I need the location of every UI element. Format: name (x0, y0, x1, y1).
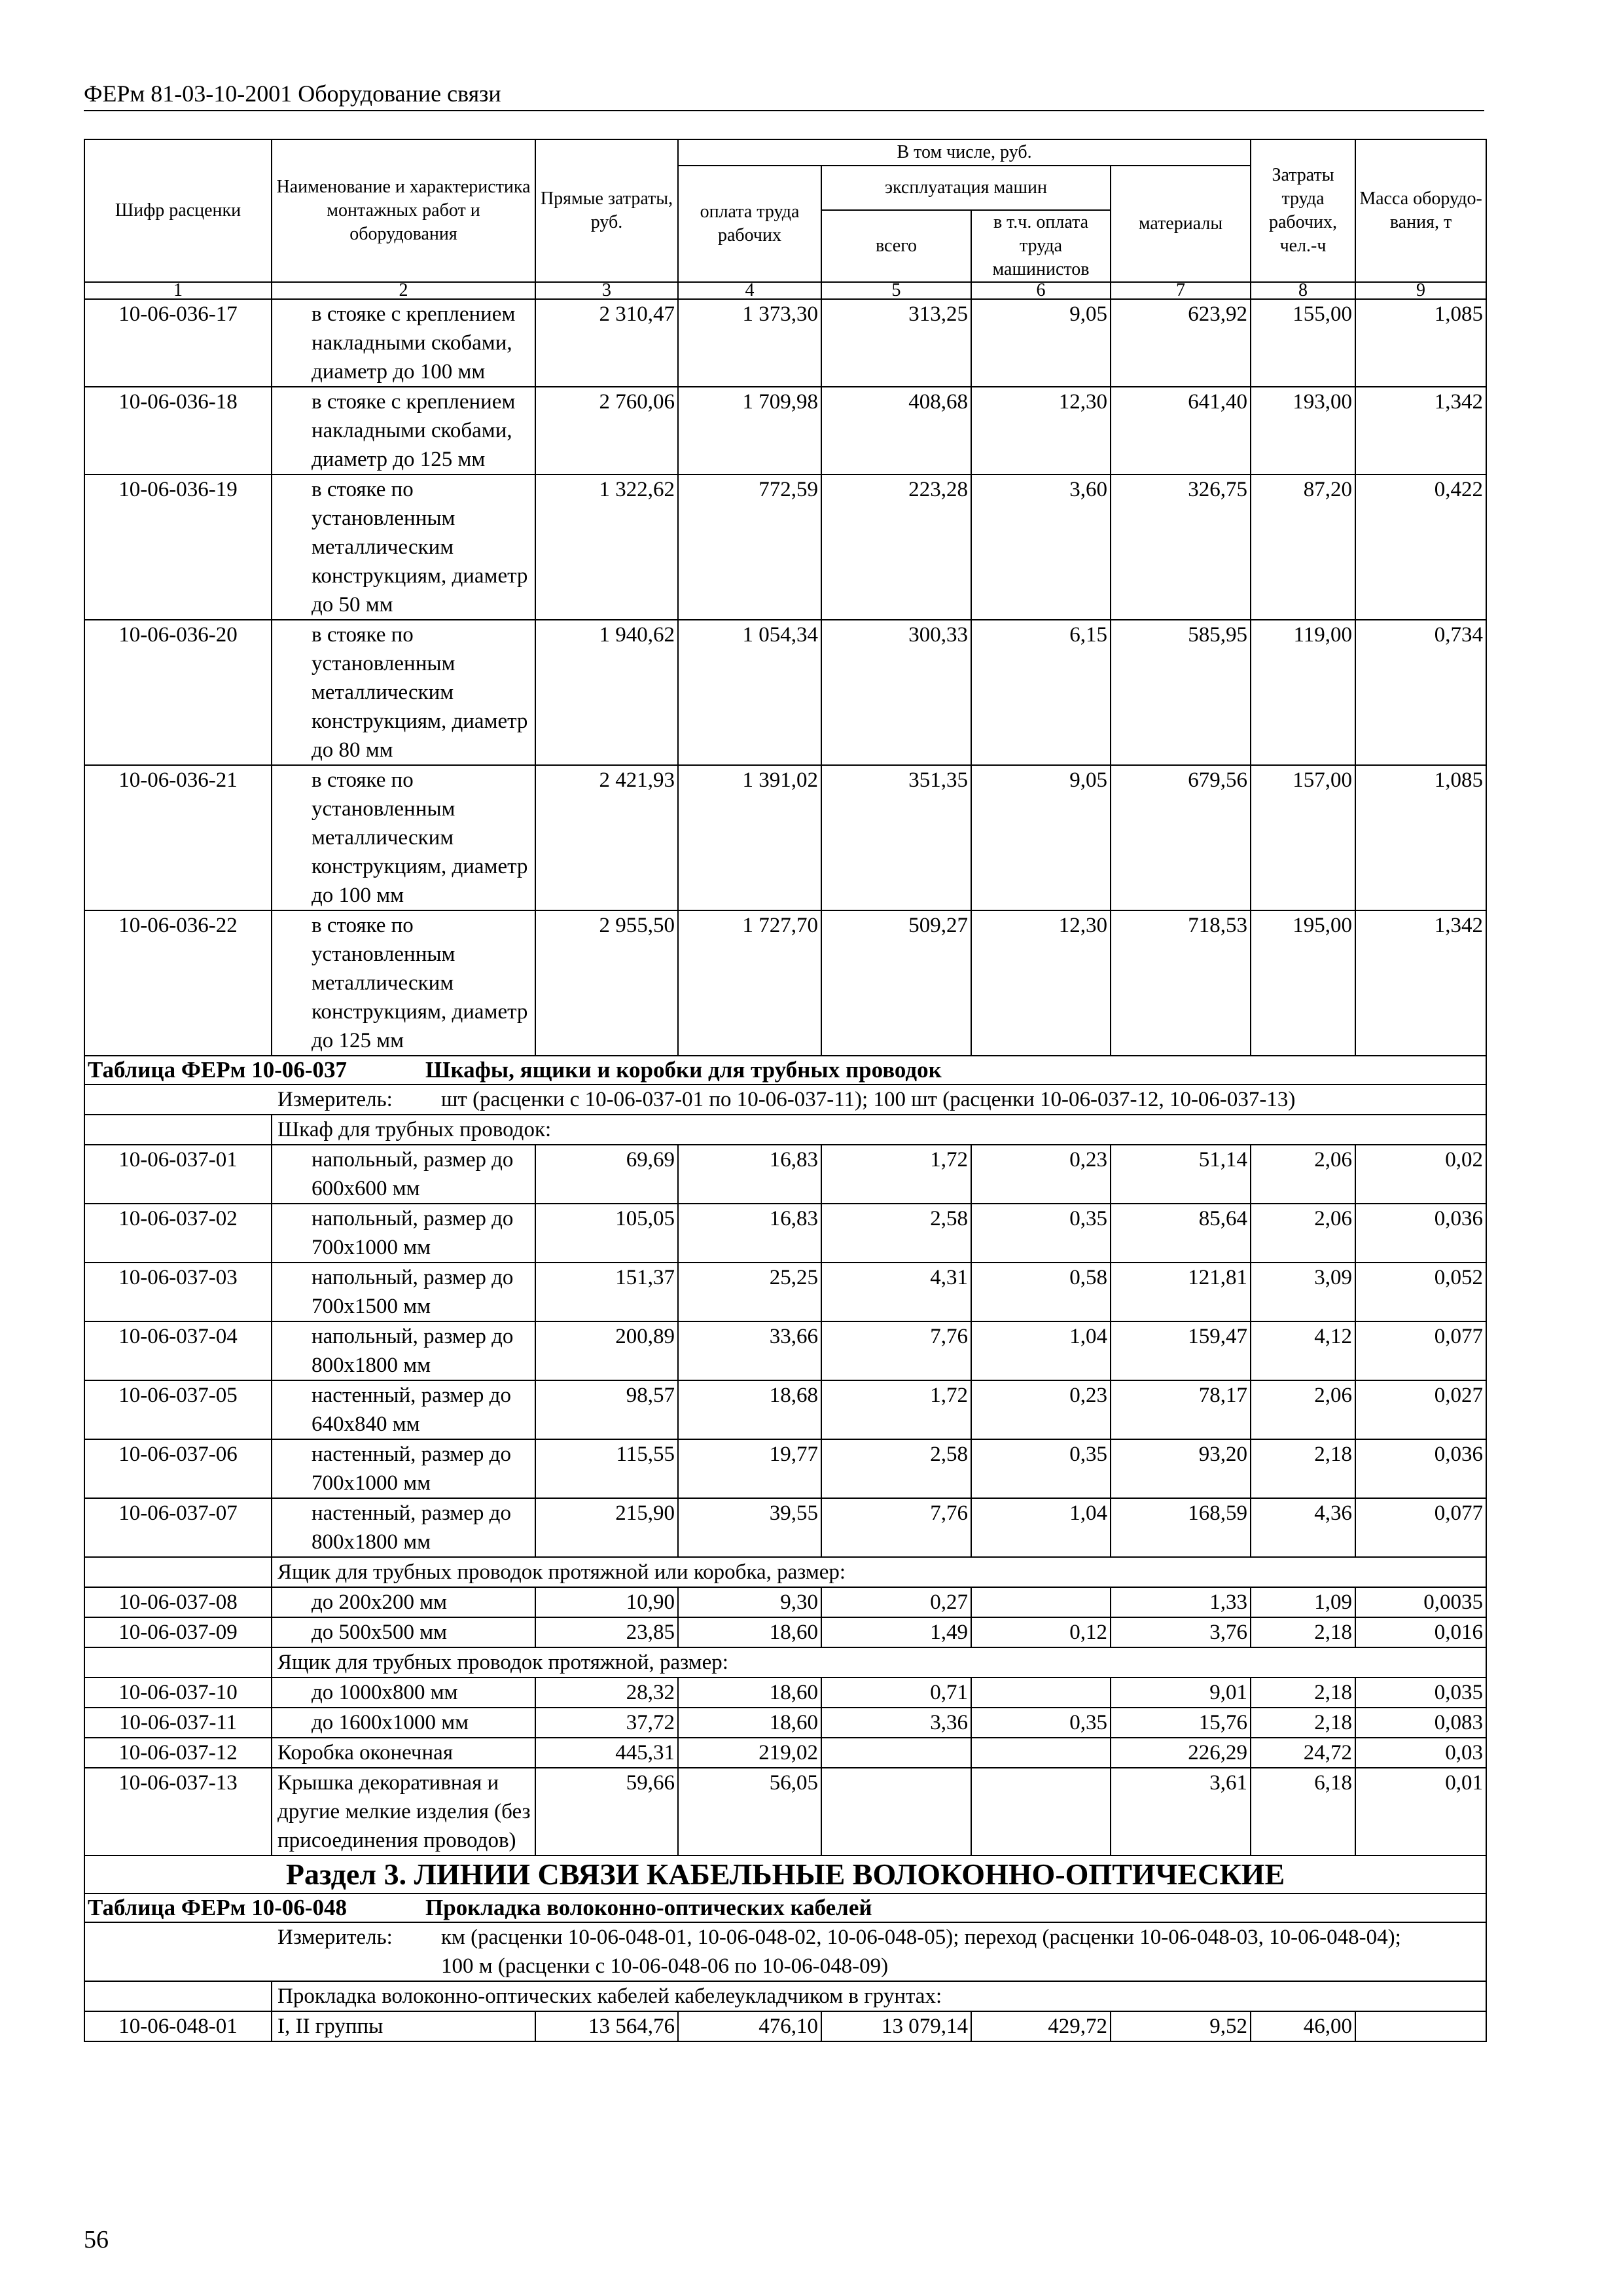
materials-cost: 3,76 (1111, 1617, 1251, 1647)
machinist-wages: 0,35 (971, 1439, 1111, 1498)
work-name: до 200x200 мм (272, 1587, 535, 1617)
table-037-measure (84, 1085, 1486, 1115)
work-name: в стояке по установленным металлическим конструкциям, диаметр до 125 мм (272, 910, 535, 1056)
rate-code: 10-06-036-21 (84, 765, 272, 910)
materials-cost: 623,92 (1111, 299, 1251, 387)
labor-hours: 4,12 (1251, 1321, 1355, 1380)
col-header-materials: материалы (1111, 166, 1251, 282)
machine-costs: 13 079,14 (821, 2011, 971, 2041)
machinist-wages (971, 1587, 1111, 1617)
materials-cost: 9,52 (1111, 2011, 1251, 2041)
rate-code: 10-06-037-05 (84, 1380, 272, 1439)
subheading: Прокладка волоконно-оптических кабелей кабелеукладчиком в грунтах: (272, 1981, 1486, 2011)
labor-hours: 155,00 (1251, 299, 1355, 387)
table-row (84, 620, 1486, 765)
direct-costs: 13 564,76 (535, 2011, 678, 2041)
table-row (84, 2011, 1486, 2041)
machinist-wages: 9,05 (971, 299, 1111, 387)
table-row (84, 1498, 1486, 1557)
machine-costs: 313,25 (821, 299, 971, 387)
direct-costs: 2 760,06 (535, 387, 678, 475)
work-name: напольный, размер до 800x1800 мм (272, 1321, 535, 1380)
equipment-mass: 0,422 (1355, 475, 1486, 620)
table-048-name: Прокладка волоконно-оптических кабелей (425, 1895, 872, 1920)
page-number: 56 (84, 2226, 109, 2253)
col-header-wages: оплата труда рабочих (678, 166, 821, 282)
work-name: до 1000x800 мм (272, 1677, 535, 1708)
col-header-code: Шифр расценки (84, 139, 272, 282)
table-row (84, 1380, 1486, 1439)
equipment-mass: 0,077 (1355, 1321, 1486, 1380)
machinist-wages: 0,12 (971, 1617, 1111, 1647)
col-header-machinist-wages: в т.ч. оплата труда машинистов (971, 210, 1111, 282)
machine-costs: 1,72 (821, 1145, 971, 1204)
table-048-heading (84, 1893, 1486, 1922)
direct-costs: 2 310,47 (535, 299, 678, 387)
col-header-machines: эксплуатация машин (821, 166, 1111, 210)
equipment-mass: 0,052 (1355, 1263, 1486, 1321)
rate-code: 10-06-037-02 (84, 1204, 272, 1263)
labor-hours: 46,00 (1251, 2011, 1355, 2041)
materials-cost: 121,81 (1111, 1263, 1251, 1321)
machinist-wages: 6,15 (971, 620, 1111, 765)
materials-cost: 159,47 (1111, 1321, 1251, 1380)
machinist-wages: 12,30 (971, 387, 1111, 475)
materials-cost: 85,64 (1111, 1204, 1251, 1263)
col-header-machines-total: всего (821, 210, 971, 282)
rate-code: 10-06-037-03 (84, 1263, 272, 1321)
worker-wages: 33,66 (678, 1321, 821, 1380)
rate-code: 10-06-037-04 (84, 1321, 272, 1380)
rate-code: 10-06-037-08 (84, 1587, 272, 1617)
machine-costs: 0,71 (821, 1677, 971, 1708)
materials-cost: 1,33 (1111, 1587, 1251, 1617)
table-048-measure (84, 1922, 1486, 1981)
direct-costs: 200,89 (535, 1321, 678, 1380)
col-header-name: Наименование и характеристика монтажных работ и оборудования (272, 139, 535, 282)
work-name: Коробка оконечная (272, 1738, 535, 1768)
machine-costs: 2,58 (821, 1439, 971, 1498)
rate-code: 10-06-036-19 (84, 475, 272, 620)
direct-costs: 105,05 (535, 1204, 678, 1263)
labor-hours: 4,36 (1251, 1498, 1355, 1557)
equipment-mass: 0,035 (1355, 1677, 1486, 1708)
table-037-heading (84, 1056, 1486, 1085)
machinist-wages (971, 1768, 1111, 1856)
machinist-wages: 0,58 (971, 1263, 1111, 1321)
labor-hours: 2,18 (1251, 1617, 1355, 1647)
machine-costs: 7,76 (821, 1498, 971, 1557)
table-037-name: Шкафы, ящики и коробки для трубных проводок (425, 1057, 942, 1083)
direct-costs: 151,37 (535, 1263, 678, 1321)
equipment-mass: 1,085 (1355, 765, 1486, 910)
work-name: напольный, размер до 700x1000 мм (272, 1204, 535, 1263)
worker-wages: 16,83 (678, 1145, 821, 1204)
worker-wages: 25,25 (678, 1263, 821, 1321)
worker-wages: 19,77 (678, 1439, 821, 1498)
col-header-direct: Прямые затраты, руб. (535, 139, 678, 282)
labor-hours: 87,20 (1251, 475, 1355, 620)
machine-costs: 408,68 (821, 387, 971, 475)
col-number: 9 (1355, 282, 1486, 299)
machinist-wages: 0,23 (971, 1145, 1111, 1204)
rate-code: 10-06-036-20 (84, 620, 272, 765)
table-row (84, 1321, 1486, 1380)
work-name: до 1600x1000 мм (272, 1708, 535, 1738)
work-name: в стояке по установленным металлическим конструкциям, диаметр до 100 мм (272, 765, 535, 910)
equipment-mass: 0,02 (1355, 1145, 1486, 1204)
machine-costs: 300,33 (821, 620, 971, 765)
col-number: 7 (1111, 282, 1251, 299)
measure-label: Измеритель: (277, 1926, 393, 1949)
table-037-label: Таблица ФЕРм 10-06-037 (88, 1057, 348, 1083)
rate-code: 10-06-037-06 (84, 1439, 272, 1498)
machine-costs: 2,58 (821, 1204, 971, 1263)
materials-cost: 3,61 (1111, 1768, 1251, 1856)
equipment-mass (1355, 2011, 1486, 2041)
table-row (84, 910, 1486, 1056)
direct-costs: 215,90 (535, 1498, 678, 1557)
materials-cost: 168,59 (1111, 1498, 1251, 1557)
worker-wages: 16,83 (678, 1204, 821, 1263)
labor-hours: 2,06 (1251, 1204, 1355, 1263)
rate-code: 10-06-037-11 (84, 1708, 272, 1738)
machinist-wages: 0,35 (971, 1708, 1111, 1738)
equipment-mass: 0,01 (1355, 1768, 1486, 1856)
col-number: 4 (678, 282, 821, 299)
direct-costs: 98,57 (535, 1380, 678, 1439)
work-name: настенный, размер до 640x840 мм (272, 1380, 535, 1439)
col-header-labor: Затраты труда рабочих, чел.-ч (1251, 139, 1355, 282)
worker-wages: 18,60 (678, 1677, 821, 1708)
rate-code: 10-06-036-22 (84, 910, 272, 1056)
col-number: 8 (1251, 282, 1355, 299)
rate-code: 10-06-036-17 (84, 299, 272, 387)
labor-hours: 6,18 (1251, 1768, 1355, 1856)
equipment-mass: 1,342 (1355, 910, 1486, 1056)
labor-hours: 2,18 (1251, 1677, 1355, 1708)
direct-costs: 2 421,93 (535, 765, 678, 910)
equipment-mass: 1,085 (1355, 299, 1486, 387)
table-row (84, 1617, 1486, 1647)
labor-hours: 195,00 (1251, 910, 1355, 1056)
equipment-mass: 0,016 (1355, 1617, 1486, 1647)
worker-wages: 39,55 (678, 1498, 821, 1557)
measure-value: км (расценки 10-06-048-01, 10-06-048-02, 10-06-048-05); переход (расценки 10-06-048-03, 10-06-048-04); 100 м (расценки с 10-06-048-06 по 10-06-048-09) (441, 1926, 1401, 1978)
table-row (84, 765, 1486, 910)
equipment-mass: 0,036 (1355, 1439, 1486, 1498)
section-title: Раздел 3. ЛИНИИ СВЯЗИ КАБЕЛЬНЫЕ ВОЛОКОННО-ОПТИЧЕСКИЕ (84, 1856, 1486, 1893)
work-name: настенный, размер до 800x1800 мм (272, 1498, 535, 1557)
subheading: Ящик для трубных проводок протяжной, размер: (272, 1647, 1486, 1677)
labor-hours: 193,00 (1251, 387, 1355, 475)
worker-wages: 18,60 (678, 1708, 821, 1738)
col-number: 2 (272, 282, 535, 299)
worker-wages: 1 727,70 (678, 910, 821, 1056)
work-name: в стояке с креплением накладными скобами, диаметр до 100 мм (272, 299, 535, 387)
worker-wages: 9,30 (678, 1587, 821, 1617)
machinist-wages (971, 1677, 1111, 1708)
materials-cost: 9,01 (1111, 1677, 1251, 1708)
materials-cost: 641,40 (1111, 387, 1251, 475)
worker-wages: 219,02 (678, 1738, 821, 1768)
worker-wages: 18,68 (678, 1380, 821, 1439)
direct-costs: 2 955,50 (535, 910, 678, 1056)
direct-costs: 28,32 (535, 1677, 678, 1708)
table-row (84, 1439, 1486, 1498)
machine-costs: 4,31 (821, 1263, 971, 1321)
worker-wages: 476,10 (678, 2011, 821, 2041)
table-row (84, 387, 1486, 475)
labor-hours: 2,06 (1251, 1145, 1355, 1204)
rate-code: 10-06-037-12 (84, 1738, 272, 1768)
machine-costs: 3,36 (821, 1708, 971, 1738)
equipment-mass: 0,027 (1355, 1380, 1486, 1439)
labor-hours: 119,00 (1251, 620, 1355, 765)
rate-code: 10-06-037-13 (84, 1768, 272, 1856)
col-header-including: В том числе, руб. (678, 139, 1251, 166)
col-number: 3 (535, 282, 678, 299)
col-number: 6 (971, 282, 1111, 299)
labor-hours: 24,72 (1251, 1738, 1355, 1768)
work-name: I, II группы (272, 2011, 535, 2041)
table-row (84, 299, 1486, 387)
labor-hours: 157,00 (1251, 765, 1355, 910)
table-row (84, 475, 1486, 620)
direct-costs: 69,69 (535, 1145, 678, 1204)
materials-cost: 226,29 (1111, 1738, 1251, 1768)
rates-table (84, 139, 1487, 2042)
worker-wages: 1 391,02 (678, 765, 821, 910)
work-name: в стояке по установленным металлическим конструкциям, диаметр до 80 мм (272, 620, 535, 765)
machinist-wages: 12,30 (971, 910, 1111, 1056)
worker-wages: 1 709,98 (678, 387, 821, 475)
work-name: напольный, размер до 600x600 мм (272, 1145, 535, 1204)
machine-costs: 1,49 (821, 1617, 971, 1647)
direct-costs: 1 322,62 (535, 475, 678, 620)
rate-code: 10-06-048-01 (84, 2011, 272, 2041)
labor-hours: 1,09 (1251, 1587, 1355, 1617)
machinist-wages: 0,23 (971, 1380, 1111, 1439)
machine-costs: 223,28 (821, 475, 971, 620)
subheading: Ящик для трубных проводок протяжной или коробка, размер: (272, 1557, 1486, 1587)
machinist-wages: 1,04 (971, 1321, 1111, 1380)
table-048-label: Таблица ФЕРм 10-06-048 (88, 1895, 348, 1920)
materials-cost: 78,17 (1111, 1380, 1251, 1439)
machinist-wages: 9,05 (971, 765, 1111, 910)
materials-cost: 718,53 (1111, 910, 1251, 1056)
machinist-wages: 3,60 (971, 475, 1111, 620)
worker-wages: 1 373,30 (678, 299, 821, 387)
equipment-mass: 0,03 (1355, 1738, 1486, 1768)
machine-costs: 351,35 (821, 765, 971, 910)
labor-hours: 2,06 (1251, 1380, 1355, 1439)
materials-cost: 679,56 (1111, 765, 1251, 910)
worker-wages: 772,59 (678, 475, 821, 620)
col-header-mass: Масса оборудо-вания, т (1355, 139, 1486, 282)
materials-cost: 93,20 (1111, 1439, 1251, 1498)
machine-costs: 509,27 (821, 910, 971, 1056)
work-name: Крышка декоративная и другие мелкие изделия (без присоединения проводов) (272, 1768, 535, 1856)
equipment-mass: 0,077 (1355, 1498, 1486, 1557)
rate-code: 10-06-037-10 (84, 1677, 272, 1708)
machinist-wages (971, 1738, 1111, 1768)
machine-costs (821, 1768, 971, 1856)
table-row (84, 1677, 1486, 1708)
rate-code: 10-06-036-18 (84, 387, 272, 475)
direct-costs: 1 940,62 (535, 620, 678, 765)
labor-hours: 3,09 (1251, 1263, 1355, 1321)
measure-value: шт (расценки с 10-06-037-01 по 10-06-037-11); 100 шт (расценки 10-06-037-12, 10-06-037-13) (441, 1088, 1296, 1111)
table-row (84, 1738, 1486, 1768)
subheading: Шкаф для трубных проводок: (272, 1115, 1486, 1145)
direct-costs: 115,55 (535, 1439, 678, 1498)
work-name: до 500x500 мм (272, 1617, 535, 1647)
machine-costs (821, 1738, 971, 1768)
direct-costs: 23,85 (535, 1617, 678, 1647)
machine-costs: 7,76 (821, 1321, 971, 1380)
direct-costs: 445,31 (535, 1738, 678, 1768)
table-row (84, 1263, 1486, 1321)
worker-wages: 1 054,34 (678, 620, 821, 765)
direct-costs: 10,90 (535, 1587, 678, 1617)
equipment-mass: 0,0035 (1355, 1587, 1486, 1617)
direct-costs: 37,72 (535, 1708, 678, 1738)
equipment-mass: 0,734 (1355, 620, 1486, 765)
machinist-wages: 0,35 (971, 1204, 1111, 1263)
work-name: в стояке по установленным металлическим конструкциям, диаметр до 50 мм (272, 475, 535, 620)
machinist-wages: 429,72 (971, 2011, 1111, 2041)
rate-code: 10-06-037-01 (84, 1145, 272, 1204)
table-row (84, 1587, 1486, 1617)
materials-cost: 51,14 (1111, 1145, 1251, 1204)
col-number: 5 (821, 282, 971, 299)
labor-hours: 2,18 (1251, 1708, 1355, 1738)
work-name: настенный, размер до 700x1000 мм (272, 1439, 535, 1498)
equipment-mass: 0,083 (1355, 1708, 1486, 1738)
machine-costs: 1,72 (821, 1380, 971, 1439)
equipment-mass: 1,342 (1355, 387, 1486, 475)
rate-code: 10-06-037-07 (84, 1498, 272, 1557)
materials-cost: 326,75 (1111, 475, 1251, 620)
measure-label: Измеритель: (277, 1088, 393, 1111)
col-number: 1 (84, 282, 272, 299)
worker-wages: 18,60 (678, 1617, 821, 1647)
worker-wages: 56,05 (678, 1768, 821, 1856)
materials-cost: 15,76 (1111, 1708, 1251, 1738)
work-name: в стояке с креплением накладными скобами, диаметр до 125 мм (272, 387, 535, 475)
machinist-wages: 1,04 (971, 1498, 1111, 1557)
table-row (84, 1145, 1486, 1204)
table-row (84, 1768, 1486, 1856)
machine-costs: 0,27 (821, 1587, 971, 1617)
equipment-mass: 0,036 (1355, 1204, 1486, 1263)
materials-cost: 585,95 (1111, 620, 1251, 765)
table-row (84, 1708, 1486, 1738)
page-header: ФЕРм 81-03-10-2001 Оборудование связи (84, 77, 1484, 111)
table-row (84, 1204, 1486, 1263)
direct-costs: 59,66 (535, 1768, 678, 1856)
labor-hours: 2,18 (1251, 1439, 1355, 1498)
rate-code: 10-06-037-09 (84, 1617, 272, 1647)
work-name: напольный, размер до 700x1500 мм (272, 1263, 535, 1321)
